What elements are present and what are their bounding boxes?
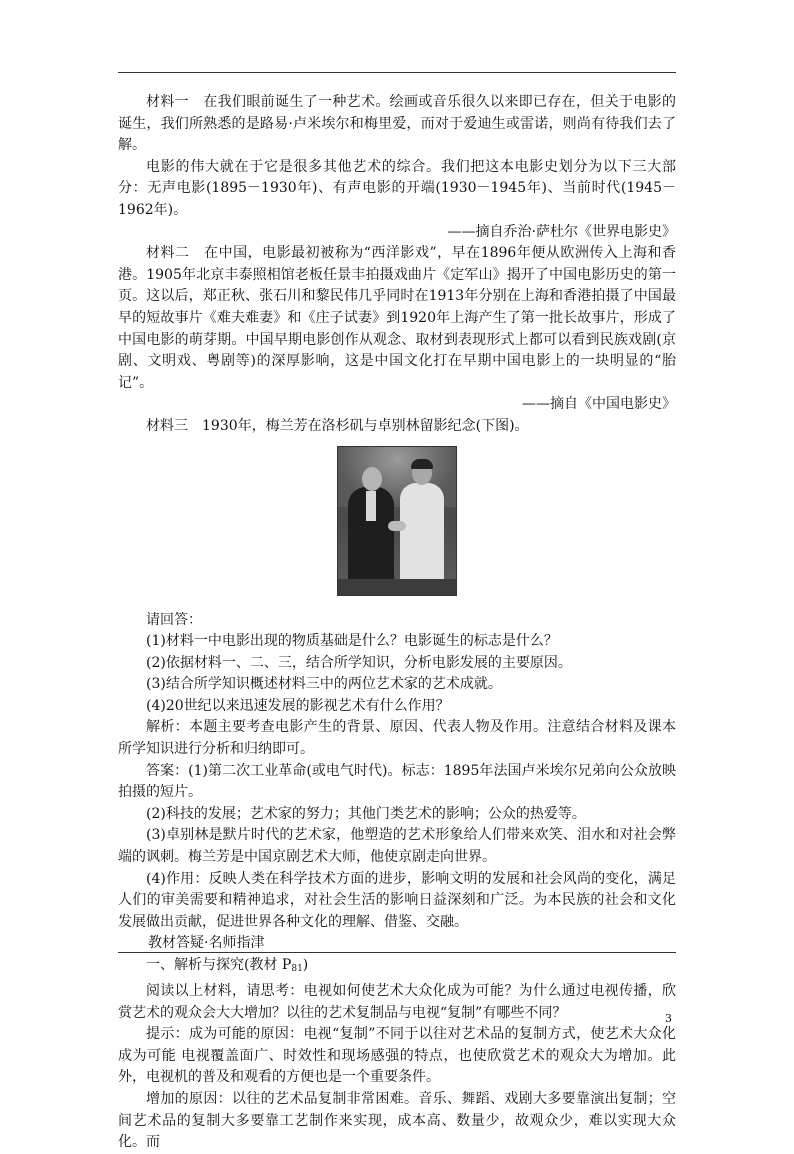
answer-3: (3)卓别林是默片时代的艺术家，他塑造的艺术形象给人们带来欢笑、泪水和对社会弊端的讽刺。梅兰芳是中国京剧艺术大师，他使京剧走向世界。 — [118, 827, 676, 866]
exploration-title — [118, 955, 676, 981]
exploration-increase: 增加的原因：以往的艺术品复制非常困难。音乐、舞蹈、戏剧大多要靠演出复制；空间艺术品的复制大多要靠工艺制作来实现，成本高、数量少，故观众少，难以实现大众化。而 — [118, 1090, 676, 1151]
answer-4: (4)作用：反映人类在科学技术方面的进步，影响文明的发展和社会风尚的变化，满足人们的审美需要和精神追求，对社会生活的影响日益深刻和广泛。为本民族的社会和文化发展做出贡献，促进世界各种文化的理解、借鉴、交融。 — [118, 870, 676, 930]
material1-source: ——摘自乔治·萨杜尔《世界电影史》 — [447, 223, 676, 240]
photo-floor — [338, 579, 456, 595]
material2-source: ——摘自《中国电影史》 — [522, 396, 676, 413]
exploration-title-end: ) — [302, 957, 309, 974]
section-heading-rule — [118, 952, 676, 953]
photo-container — [118, 446, 676, 596]
questions-intro: 请回答： — [146, 611, 202, 628]
material1-paragraph1: 材料一 在我们眼前诞生了一种艺术。绘画或音乐很久以来即已存在，但关于电影的诞生，我们所熟悉的是路易·卢米埃尔和梅里爱，而对于爱迪生或雷诺，则尚有待我们去了解。 — [118, 94, 676, 154]
question-4: (4)20世纪以来迅速发展的影视艺术有什么作用？ — [146, 697, 450, 714]
material3-paragraph: 材料三 1930年，梅兰芳在洛杉矶与卓别林留影纪念(下图)。 — [146, 417, 529, 434]
photo-figure-right-hair — [411, 459, 433, 469]
header-rule — [118, 72, 676, 73]
section-heading-text: 教材答疑·名师指津 — [148, 935, 265, 952]
page-number: 3 — [665, 1012, 672, 1025]
exploration-title-subscript: 81 — [291, 964, 303, 975]
photo-handshake — [388, 521, 406, 531]
answer-1: 答案：(1)第二次工业革命(或电气时代)。标志：1895年法国卢米埃尔兄弟向公众放映拍摄的短片。 — [118, 762, 676, 801]
photo-figure-left-shirt — [366, 491, 376, 521]
question-3: (3)结合所学知识概述材料三中的两位艺术家的艺术成就。 — [146, 676, 502, 693]
exploration-title-main: 一、解析与探究(教材 P — [146, 957, 292, 974]
exploration-question: 阅读以上材料，请思考：电视如何使艺术大众化成为可能？为什么通过电视传播，欣赏艺术的观众会大大增加？以往的艺术复制品与电视“复制”有哪些不同？ — [118, 983, 676, 1021]
answer-2: (2)科技的发展；艺术家的努力；其他门类艺术的影响；公众的热爱等。 — [146, 805, 586, 822]
historical-photo — [337, 446, 457, 596]
exploration-hint: 提示：成为可能的原因：电视“复制”不同于以往对艺术品的复制方式，使艺术大众化成为可能 电视覆盖面广、时效性和现场感强的特点，也使欣赏艺术的观众大为增加。此外，电视机的普及和观看的方便也是一个重要条件。 — [118, 1026, 676, 1086]
page-content — [118, 92, 676, 1154]
question-1: (1)材料一中电影出现的物质基础是什么？电影诞生的标志是什么？ — [146, 633, 558, 650]
material1-paragraph2: 电影的伟大就在于它是很多其他艺术的综合。我们把这本电影史划分为以下三大部分：无声电影(1895－1930年)、有声电影的开端(1930－1945年)、当前时代(1945－1962年)。 — [118, 158, 676, 218]
analysis-paragraph: 解析：本题主要考查电影产生的背景、原因、代表人物及作用。注意结合材料及课本所学知识进行分析和归纳即可。 — [118, 719, 676, 758]
material2-paragraph: 材料二 在中国，电影最初被称为“西洋影戏”，早在1896年便从欧洲传入上海和香港。1905年北京丰泰照相馆老板任景丰拍摄戏曲片《定军山》揭开了中国电影历史的第一页。这以后，郑正秋、张石川和黎民伟几乎同时在1913年分别在上海和香港拍摄了中国最早的短故事片《难夫难妻》和《庄子试妻》到1920年上海产生了第一批长故事片，形成了中国电影的萌芽期。中国早期电影创作从观念、取材到表现形式上都可以看到民族戏剧(京剧、文明戏、粤剧等)的深厚影响，这是中国文化打在早期中国电影上的一块明显的“胎记”。 — [118, 245, 676, 391]
photo-figure-left-head — [362, 467, 382, 491]
section-heading — [118, 933, 676, 955]
question-2: (2)依据材料一、二、三，结合所学知识，分析电影发展的主要原因。 — [146, 654, 572, 671]
